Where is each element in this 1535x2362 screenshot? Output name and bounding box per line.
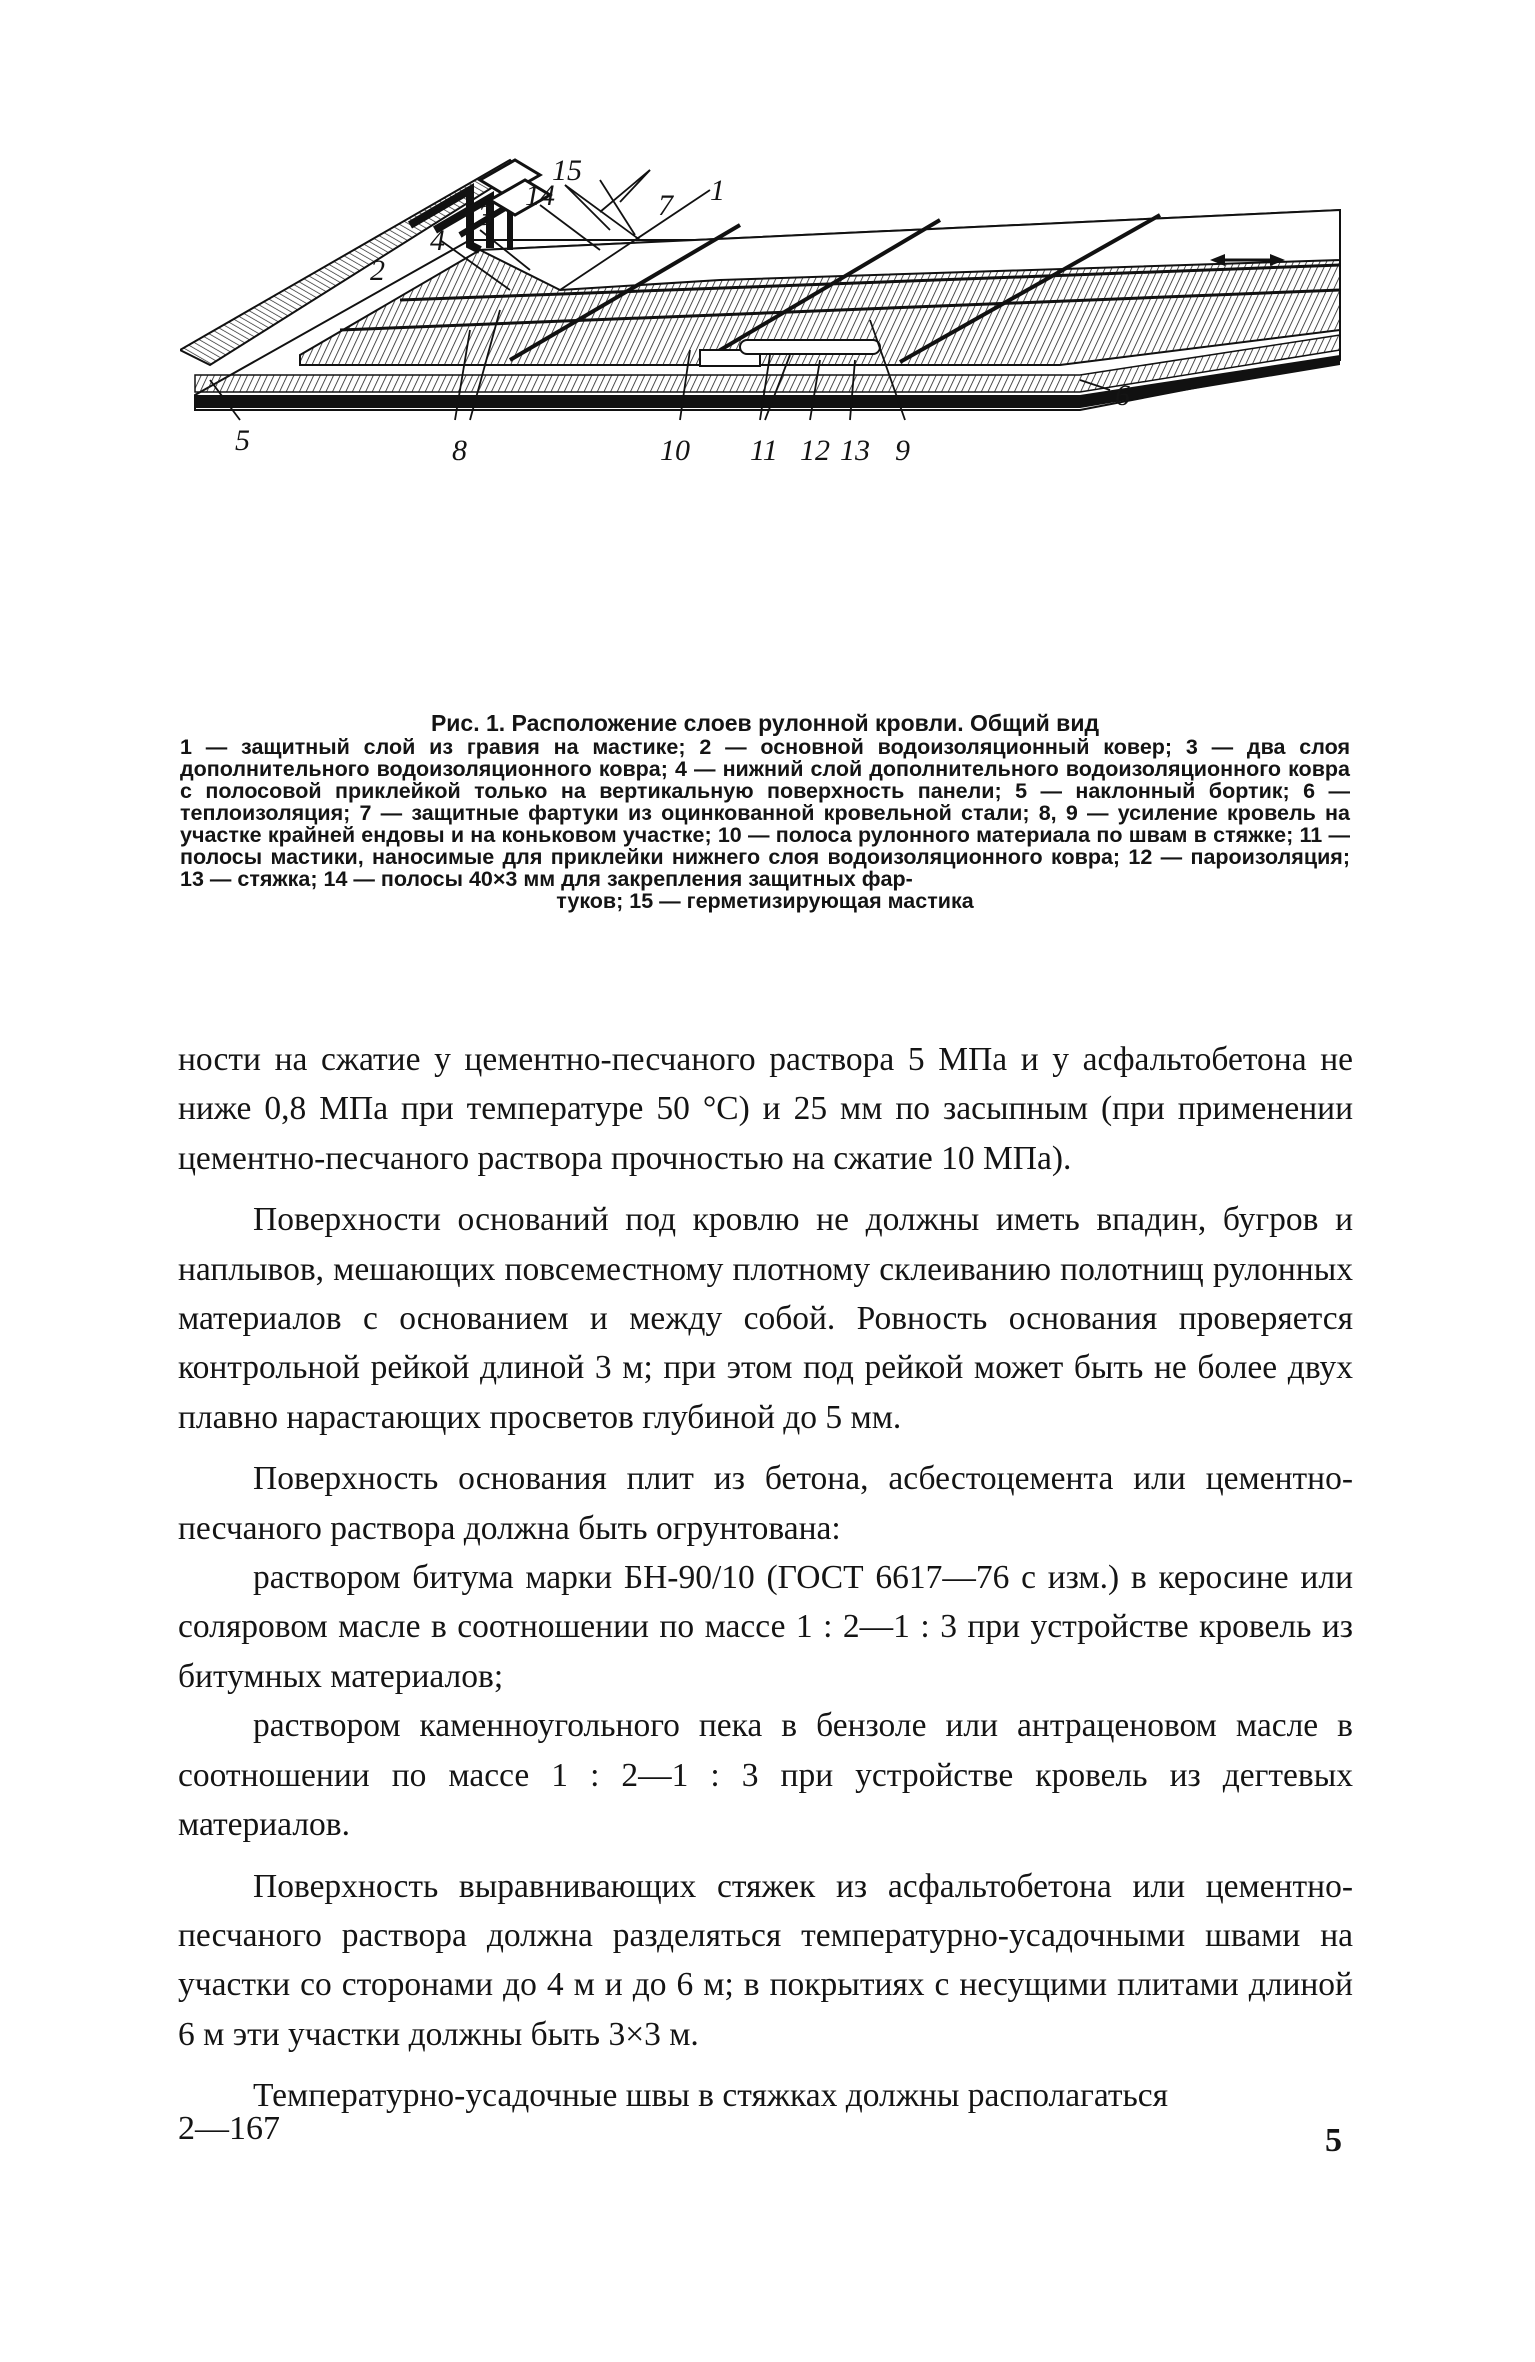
- paragraph-2: Поверхности оснований под кровлю не должны иметь впадин, бугров и наплывов, мешающих повсеместному плотному склеиванию полотнищ рулонных материалов с основанием и между собой. Ровность основания проверяется контрольной рейкой длиной 3 м; при этом под рейкой может быть не более двух плавно нарастающих просветов глубиной до 5 мм.: [178, 1201, 1353, 1436]
- callout-4: 4: [430, 224, 445, 257]
- caption-tail: туков; 15 — герметизирующая мастика: [556, 889, 974, 913]
- paragraph-1: ности на сжатие у цементно-песчаного раствора 5 МПа и у асфальтобетона не ниже 0,8 МПа при температуре 50 °С) и 25 мм по засыпным (при применении цементно-песчаного раствора прочностью на сжатие 10 МПа).: [178, 1041, 1353, 1177]
- callout-12: 12: [800, 434, 830, 467]
- caption-text: 1 — защитный слой из гравия на мастике; 2 — основной водоизоляционный ковер; 3 — два слоя дополнительного водоизоляционного ковра; 4 — нижний слой дополнительного водоизоляционного ковра с полосовой приклейкой только на вертикальную поверхность панели; 5 — наклонный бортик; 6 — теплоизоляция; 7 — защитные фартуки из оцинкованной кровельной стали; 8, 9 — усиление кровель на участке крайней ендовы и на коньковом участке; 10 — полоса рулонного материала по швам в стяжке; 11 — полосы мастики, наносимые для приклейки нижнего слоя водоизоляционного ковра; 12 — пароизоляция; 13 — стяжка; 14 — полосы 40×3 мм для закрепления защитных фар-: [180, 735, 1350, 891]
- roof-layers-drawing: [180, 150, 1360, 690]
- paragraph-3: Поверхность основания плит из бетона, асбестоцемента или цементно-песчаного раствора должна быть огрунтована:: [178, 1460, 1353, 1547]
- caption-title: Рис. 1. Расположение слоев рулонной кровли. Общий вид: [430, 710, 1100, 736]
- paragraph-5: раствором каменноугольного пека в бензоле или антраценовом масле в соотношении по массе 1 : 2—1 : 3 при устройстве кровель из дегтевых материалов.: [178, 1707, 1353, 1844]
- callout-14: 14: [525, 179, 555, 212]
- body-text: [178, 1035, 1353, 2121]
- print-signature: 2—167: [178, 2110, 280, 2147]
- callout-5: 5: [235, 424, 250, 457]
- callout-15: 15: [552, 154, 582, 187]
- callout-13: 13: [840, 434, 870, 467]
- callout-10: 10: [660, 434, 690, 467]
- callout-7: 7: [658, 189, 673, 222]
- callout-8: 8: [452, 434, 467, 467]
- callout-9: 9: [895, 434, 910, 467]
- paragraph-6: Поверхность выравнивающих стяжек из асфальтобетона или цементно-песчаного раствора должна разделяться температурно-усадочными швами на участки со сторонами до 4 м и до 6 м; в покрытиях с несущими плитами длиной 6 м эти участки должны быть 3×3 м.: [178, 1867, 1353, 2053]
- callout-6: 6: [1115, 379, 1130, 412]
- callout-1: 1: [710, 174, 725, 207]
- callout-2: 2: [370, 254, 385, 287]
- callout-11: 11: [750, 434, 778, 467]
- paragraph-4: раствором битума марки БН-90/10 (ГОСТ 6617—76 с изм.) в керосине или соляровом масле в соотношении по массе 1 : 2—1 : 3 при устройстве кровель из битумных материалов;: [178, 1559, 1353, 1695]
- figure-caption: [180, 712, 1350, 912]
- callout-3: 3: [478, 199, 493, 232]
- roof-layers-figure: [180, 150, 1360, 690]
- page-number: 5: [1325, 2122, 1342, 2159]
- paragraph-7: Температурно-усадочные швы в стяжках должны располагаться: [253, 2077, 1169, 2115]
